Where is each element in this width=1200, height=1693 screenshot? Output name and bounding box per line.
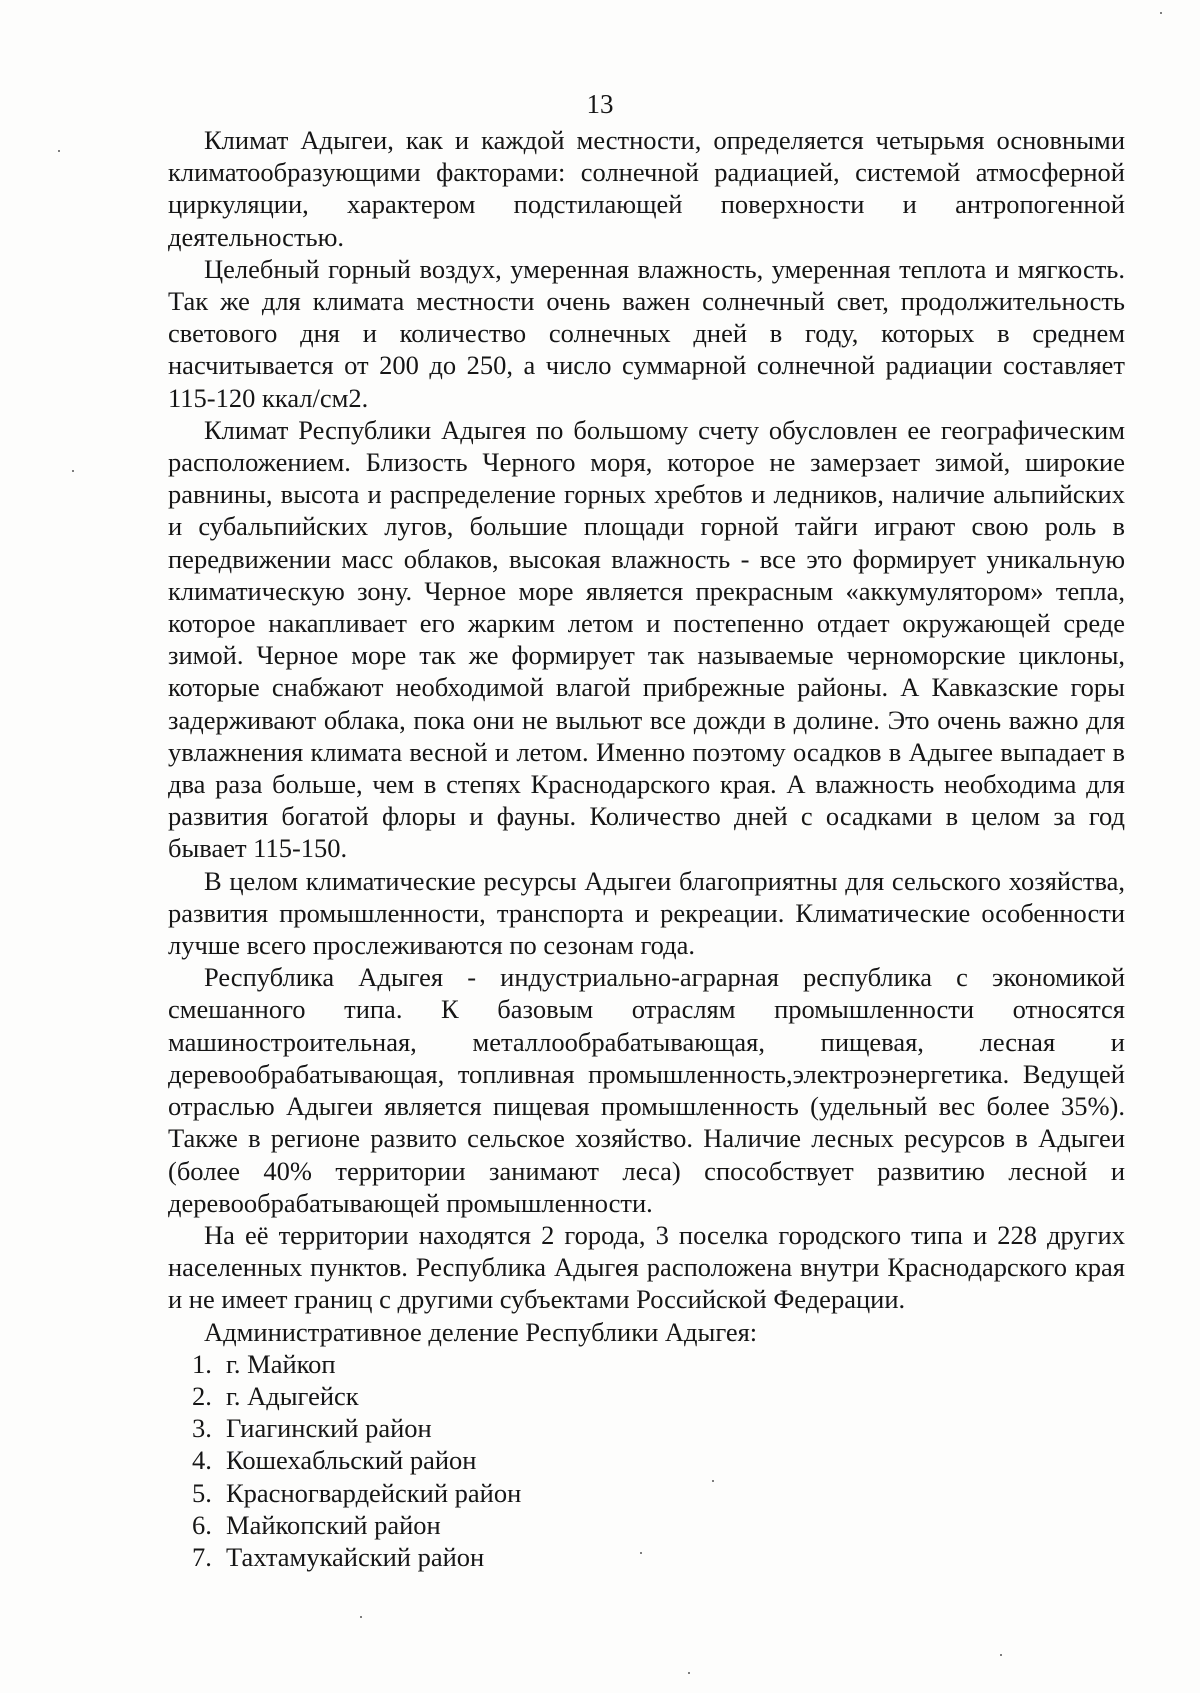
list-item (168, 1348, 1125, 1380)
list-item-number: 4. (192, 1445, 212, 1476)
paragraph-settlements: На её территории находятся 2 города, 3 поселка городского типа и 228 других населенных пунктов. Республика Адыгея расположена внутри Краснодарского края и не имеет границ с другими субъектами Российской Федерации. (168, 1219, 1125, 1315)
list-item-number: 7. (192, 1541, 212, 1572)
scan-speck (1160, 12, 1162, 14)
list-item-name: Кошехабльский район (226, 1445, 477, 1476)
list-item (168, 1509, 1125, 1541)
list-item (168, 1541, 1125, 1573)
list-item-name: г. Майкоп (226, 1348, 336, 1379)
scan-speck (360, 1616, 362, 1618)
list-item-name: г. Адыгейск (226, 1380, 359, 1411)
list-item (168, 1477, 1125, 1509)
district-list (168, 1348, 1125, 1573)
scan-speck (1000, 1654, 1002, 1656)
list-item-number: 1. (192, 1348, 212, 1379)
list-item-name: Гиагинский район (226, 1413, 432, 1444)
scan-speck (640, 1552, 642, 1554)
paragraph-climate-resources: В целом климатические ресурсы Адыгеи благоприятны для сельского хозяйства, развития промышленности, транспорта и рекреации. Климатические особенности лучше всего прослеживаются по сезонам года. (168, 865, 1125, 961)
paragraph-climate-geography: Климат Республики Адыгея по большому счету обусловлен ее географическим расположением. Близость Черного моря, которое не замерзает зимой, широкие равнины, высота и распределение горных хребтов и ледников, наличие альпийских и субальпийских лугов, большие площади горной тайги играют свою роль в передвижении масс облаков, высокая влажность - все это формирует уникальную климатическую зону. Черное море является прекрасным «аккумулятором» тепла, которое накапливает его жарким летом и постепенно отдает окружающей среде зимой. Черное море так же формирует так называемые черноморские циклоны, которые снабжают необходимой влагой прибрежные районы. А Кавказские горы задерживают облака, пока они не выльют все дожди в долине. Это очень важно для увлажнения климата весной и летом. Именно поэтому осадков в Адыгее выпадает в два раза больше, чем в степях Краснодарского края. А влажность необходима для развития богатой флоры и фауны. Количество дней с осадками в целом за год бывает 115-150. (168, 414, 1125, 864)
scan-speck (712, 1480, 714, 1482)
page-number: 13 (586, 89, 614, 119)
paragraph-economy: Республика Адыгея - индустриально-аграрная республика с экономикой смешанного типа. К базовым отраслям промышленности относятся машиностроительная, металлообрабатывающая, пищевая, лесная и деревообрабатывающая, топливная промышленность,электроэнергетика. Ведущей отраслью Адыгеи является пищевая промышленность (удельный вес более 35%). Также в регионе развито сельское хозяйство. Наличие лесных ресурсов в Адыгеи (более 40% территории занимают леса) способствует развитию лесной и деревообрабатывающей промышленности. (168, 962, 1125, 1218)
scan-speck (688, 1672, 690, 1674)
paragraph-climate-qualities: Целебный горный воздух, умеренная влажность, умеренная теплота и мягкость. Так же для климата местности очень важен солнечный свет, продолжительность светового дня и количество солнечных дней в году, которых в среднем насчитывается от 200 до 250, а число суммарной солнечной радиации составляет 115-120 ккал/см2. (168, 253, 1125, 413)
list-item-name: Красногвардейский район (226, 1477, 522, 1508)
list-item (168, 1412, 1125, 1444)
list-item-number: 5. (192, 1477, 212, 1508)
list-item-number: 6. (192, 1509, 212, 1540)
list-item (168, 1444, 1125, 1476)
district-list-heading: Административное деление Республики Адыгея: (204, 1316, 758, 1347)
list-item-name: Майкопский район (226, 1509, 441, 1540)
list-item-name: Тахтамукайский район (226, 1541, 485, 1572)
body-text (168, 124, 1125, 1573)
scan-speck (58, 150, 60, 152)
paragraph-climate-factors: Климат Адыгеи, как и каждой местности, определяется четырьмя основными климатообразующими факторами: солнечной радиацией, системой атмосферной циркуляции, характером подстилающей поверхности и антропогенной деятельностью. (168, 125, 1125, 252)
list-item (168, 1380, 1125, 1412)
list-item-number: 2. (192, 1380, 212, 1411)
scan-speck (72, 470, 74, 472)
list-item-number: 3. (192, 1413, 212, 1444)
